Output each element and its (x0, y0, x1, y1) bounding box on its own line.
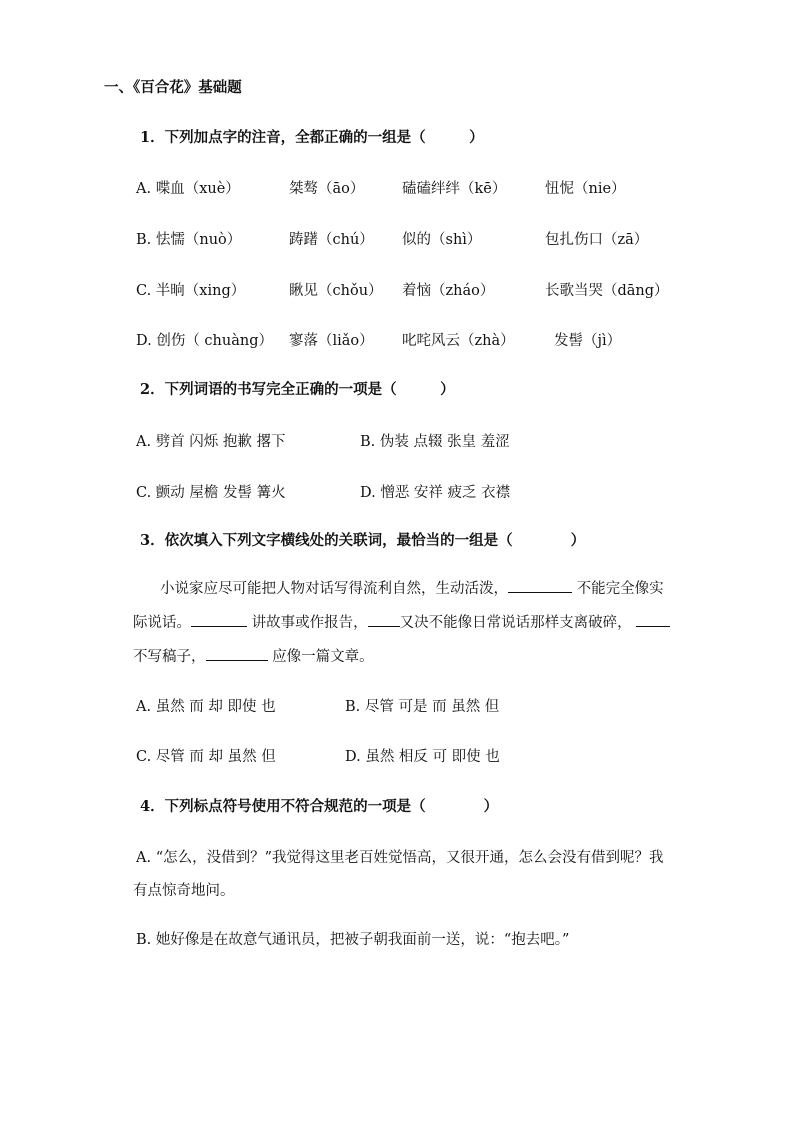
q1-option-d-1: D. 创伤（ chuàng） (136, 333, 273, 349)
q4-option-b: B. 她好像是在故意气通讯员，把被子朝我面前一送，说：“抱去吧。” (136, 932, 570, 948)
q1-option-d-4: 发髻（jì） (554, 333, 622, 349)
question-2-stem: 2．下列词语的书写完全正确的一项是（ ） (140, 381, 455, 398)
q3-text-4: 讲故事或作报告， (251, 615, 368, 631)
q3-text-2: 不能完全像实 (576, 581, 664, 597)
q1-option-a-3: 磕磕绊绊（kē） (402, 181, 507, 197)
question-4-stem: 4．下列标点符号使用不符合规范的一项是（ ） (140, 798, 499, 815)
q1-option-b-4: 包扎伤口（zā） (545, 232, 649, 248)
q1-option-b-1: B. 怯懦（nuò） (136, 232, 242, 248)
question-1-stem: 1．下列加点字的注音，全都正确的一组是（ ） (140, 129, 484, 146)
q1-option-c-3: 着恼（zháo） (402, 283, 495, 299)
q3-text-6: 不写稿子， (133, 649, 206, 665)
q1-option-a-4: 忸怩（nie） (545, 181, 626, 197)
q2-option-d: D. 憎恶 安祥 疲乏 衣襟 (360, 485, 511, 501)
q1-option-d-2: 寥落（liǎo） (289, 333, 374, 349)
q3-text-7: 应像一篇文章。 (272, 649, 374, 665)
q2-option-a: A. 劈首 闪烁 抱歉 撂下 (136, 434, 286, 450)
q3-blank-1 (508, 578, 572, 593)
q1-option-a-1: A. 喋血（xuè） (136, 181, 240, 197)
q3-option-a: A. 虽然 而 却 即使 也 (136, 699, 276, 715)
q3-text-5: 又决不能像日常说话那样支离破碎， (399, 615, 632, 631)
q1-option-c-4: 长歌当哭（dāng） (545, 283, 669, 299)
q4-option-a-line-2: 有点惊奇地问。 (133, 883, 235, 899)
q4-option-a-line-1: A. “怎么，没借到？”我觉得这里老百姓觉悟高，又很开通，怎么会没有借到呢？我 (136, 850, 664, 866)
q3-blank-2 (191, 612, 247, 627)
q3-blank-3 (368, 612, 400, 627)
q1-option-b-2: 踌躇（chú） (289, 232, 374, 248)
q1-option-c-1: C. 半晌（xing） (136, 283, 246, 299)
q2-option-c: C. 颤动 屋檐 发髻 篝火 (136, 485, 286, 501)
q1-option-c-2: 瞅见（chǒu） (289, 283, 383, 299)
q3-option-b: B. 尽管 可是 而 虽然 但 (345, 699, 500, 715)
q1-option-d-3: 叱咤风云（zhà） (402, 333, 515, 349)
q1-option-a-2: 桀骜（āo） (289, 181, 365, 197)
q3-option-c: C. 尽管 而 却 虽然 但 (136, 749, 276, 765)
question-3-passage (133, 572, 733, 674)
q3-blank-4 (636, 612, 670, 627)
question-3-stem: 3．依次填入下列文字横线处的关联词，最恰当的一组是（ ） (140, 532, 586, 549)
section-title: 一、《百合花》基础题 (104, 79, 242, 96)
q2-option-b: B. 伪装 点辍 张皇 羞涩 (360, 434, 510, 450)
q1-option-b-3: 似的（shì） (402, 232, 482, 248)
q3-blank-5 (206, 646, 268, 661)
q3-text-1: 小说家应尽可能把人物对话写得流利自然，生动活泼， (160, 581, 508, 597)
q3-option-d: D. 虽然 相反 可 即使 也 (345, 749, 500, 765)
q3-text-3: 际说话。 (133, 615, 191, 631)
